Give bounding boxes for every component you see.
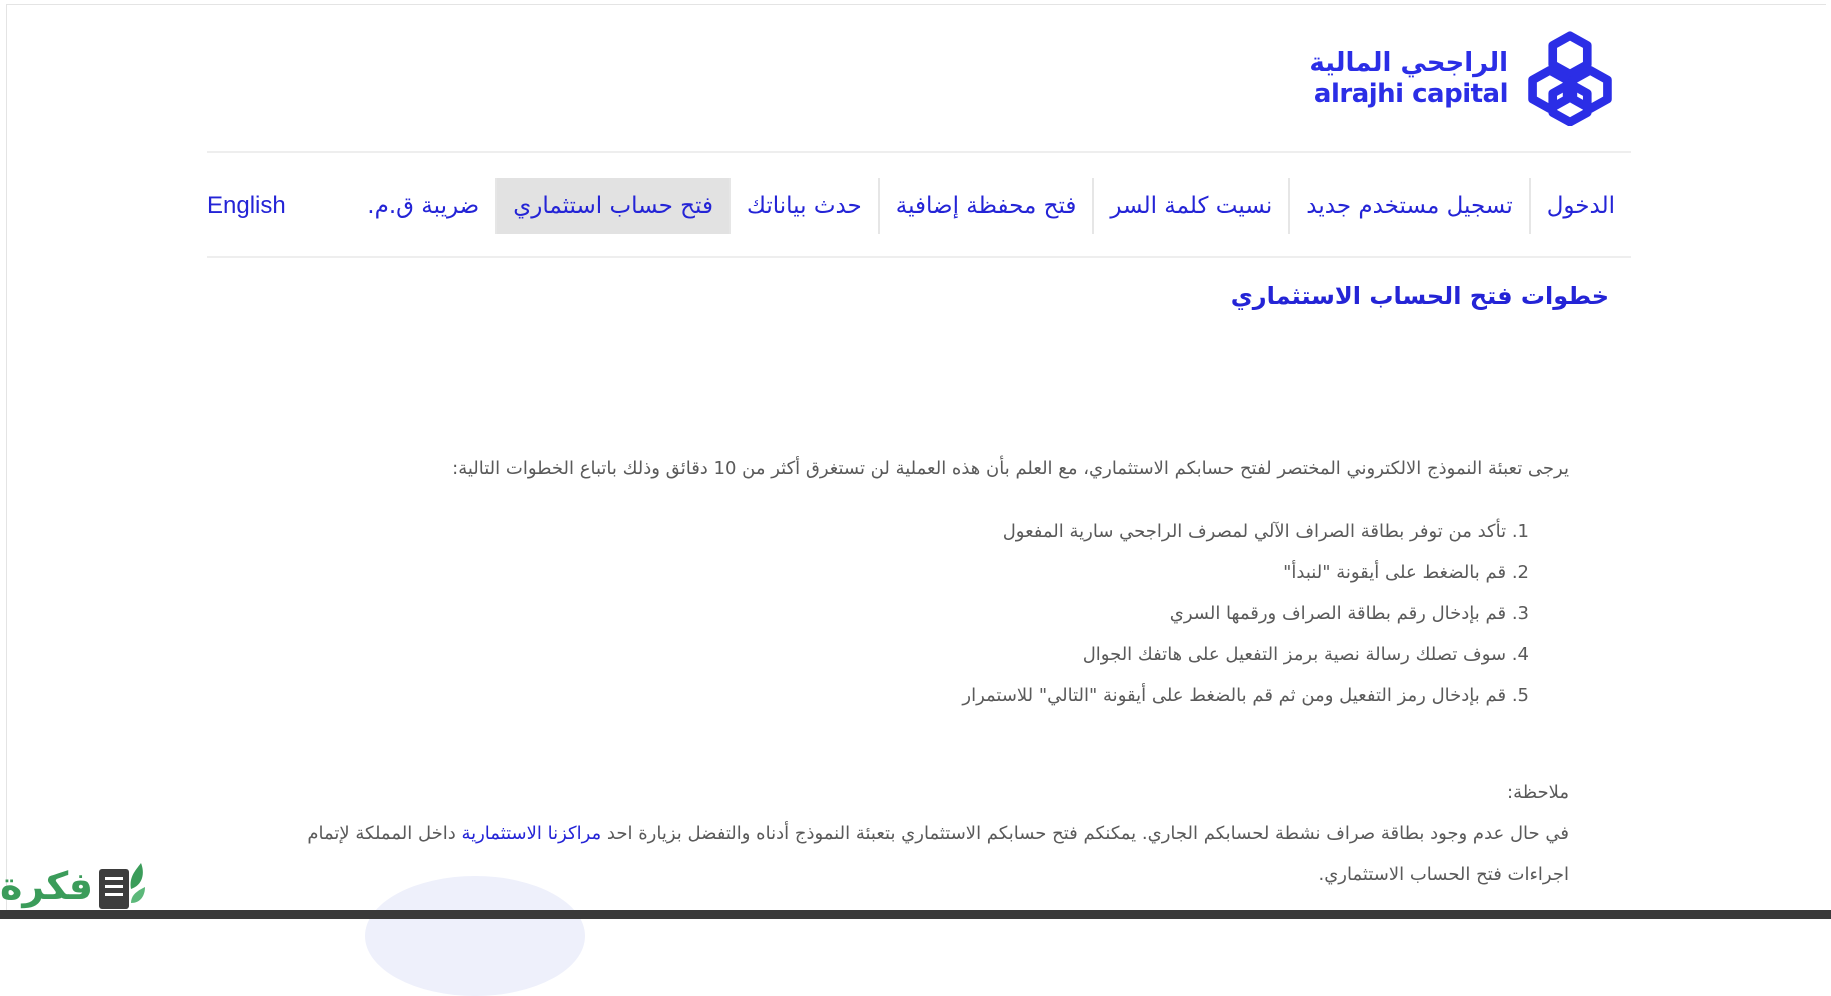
- step-item: 4. سوف تصلك رسالة نصية برمز التفعيل على هاتفك الجوال: [1082, 644, 1529, 665]
- note-text-continued: اجراءات فتح الحساب الاستثماري.: [1318, 864, 1569, 885]
- nav-item-open-account[interactable]: فتح حساب استثماري: [495, 178, 729, 234]
- step-item: 3. قم بإدخال رقم بطاقة الصراف ورقمها السري: [1169, 603, 1529, 624]
- nav-item-register[interactable]: تسجيل مستخدم جديد: [1288, 178, 1528, 234]
- note-text-start: في حال عدم وجود بطاقة صراف نشطة لحسابكم الجاري. يمكنكم فتح حسابكم الاستثماري بتعبئة النموذج أدناه والتفضل بزيارة احد: [601, 823, 1569, 844]
- step-item: 5. قم بإدخال رمز التفعيل ومن ثم قم بالضغط على أيقونة "التالي" للاستمرار: [962, 685, 1529, 706]
- nav-item-tax[interactable]: ضريبة ق.م.: [367, 193, 480, 219]
- nav-item-update-data[interactable]: حدث بياناتك: [729, 178, 878, 234]
- brand-logo[interactable]: [1309, 30, 1618, 126]
- watermark-text: فكرة: [0, 864, 94, 908]
- alrajhi-logo-icon: [1522, 30, 1618, 126]
- bottom-bar: [0, 910, 1831, 919]
- investment-centers-link[interactable]: مراكزنا الاستثمارية: [461, 823, 602, 844]
- brand-wordmark: [1309, 47, 1508, 109]
- step-item: 1. تأكد من توفر بطاقة الصراف الآلي لمصرف الراجحي سارية المفعول: [1002, 521, 1529, 542]
- intro-text: يرجى تعبئة النموذج الالكتروني المختصر لفتح حسابكم الاستثماري، مع العلم بأن هذه العملية لن تستغرق أكثر من 10 دقائق وذلك باتباع الخطوات التالية:: [452, 458, 1569, 479]
- nav-item-login[interactable]: الدخول: [1529, 178, 1631, 234]
- nav-divider-bottom: [207, 256, 1631, 258]
- steps-list: [962, 515, 1529, 720]
- background-shape: [365, 876, 585, 996]
- nav-divider-top: [207, 151, 1631, 153]
- brand-name-en: alrajhi capital: [1313, 79, 1508, 109]
- note-label: ملاحظة:: [1507, 782, 1569, 803]
- page-title: خطوات فتح الحساب الاستثماري: [1230, 282, 1609, 310]
- nav-item-additional-portfolio[interactable]: فتح محفظة إضافية: [878, 178, 1093, 234]
- watermark: [0, 858, 147, 914]
- book-leaf-icon: [95, 859, 147, 913]
- brand-name-ar: الراجحي المالية: [1309, 48, 1508, 78]
- language-toggle-link[interactable]: English: [207, 192, 286, 219]
- main-nav: [351, 178, 1631, 234]
- note-text-end: داخل المملكة لإتمام: [307, 823, 462, 844]
- note-text: [307, 823, 1569, 844]
- nav-item-forgot-password[interactable]: نسيت كلمة السر: [1092, 178, 1288, 234]
- step-item: 2. قم بالضغط على أيقونة "لنبدأ": [1283, 562, 1529, 583]
